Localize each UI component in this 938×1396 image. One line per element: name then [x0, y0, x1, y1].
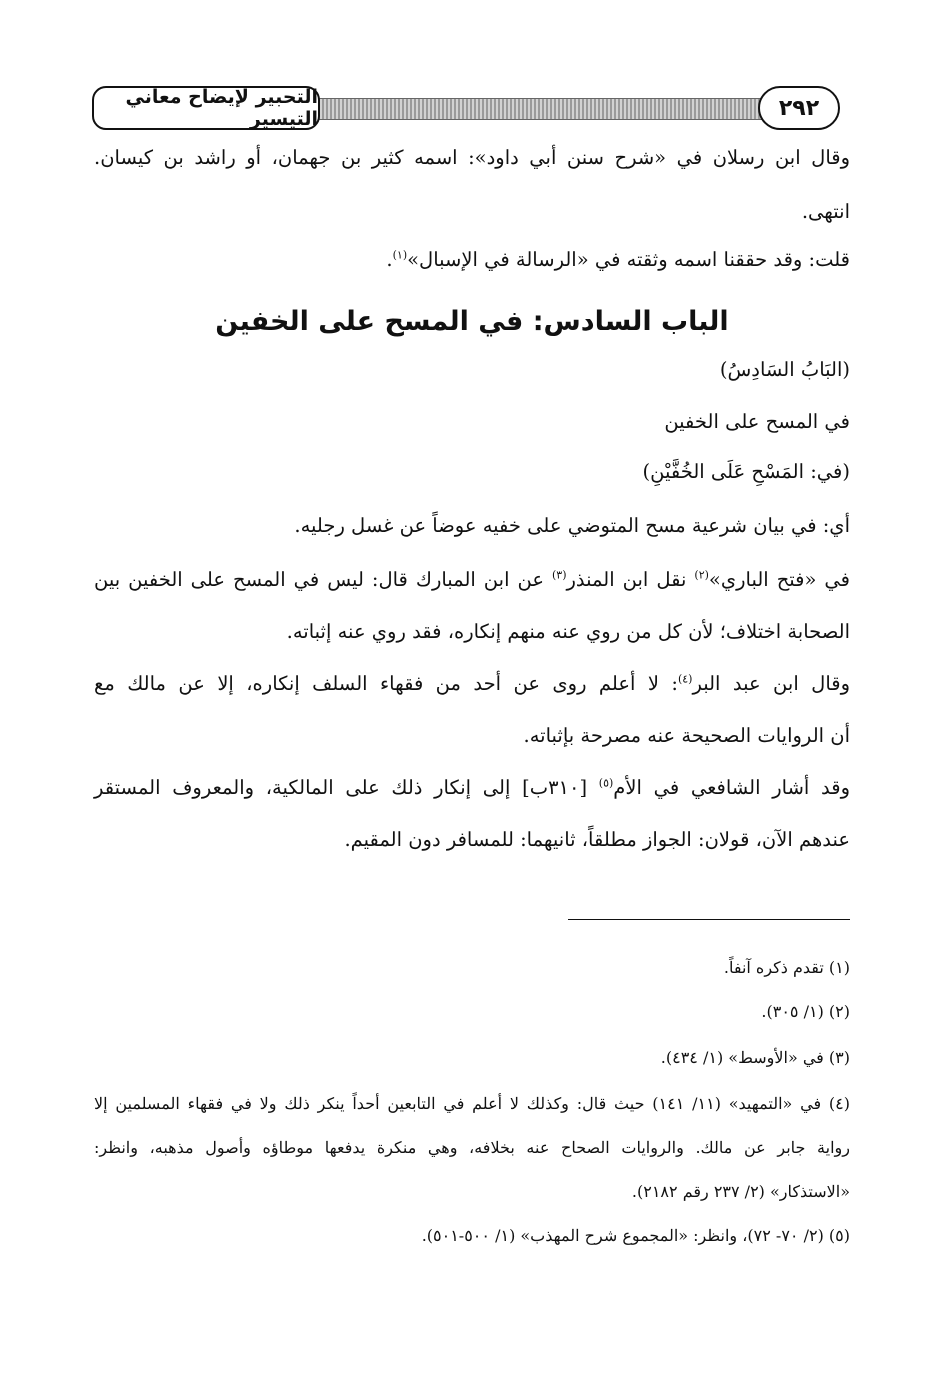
paragraph-line: انتهى. [801, 200, 850, 223]
paragraph-text: وقد أشار الشافعي في الأم [613, 776, 850, 799]
paragraph-text: نقل ابن المنذر [566, 568, 695, 591]
paragraph-line [94, 248, 850, 271]
paragraph-text: [٣١٠ب] إلى إنكار ذلك على المالكية، والمعروف المستقر [94, 776, 599, 799]
footnote-5: (٥) (٢/ ٧٠- ٧٢)، وانظر: «المجموع شرح المهذب» (١/ ٥٠٠-٥٠١). [421, 1226, 850, 1245]
paragraph-line: الصحابة اختلاف؛ لأن كل من روي عنه منهم إنكاره، فقد روي عنه إثباته. [286, 620, 850, 643]
footnote-ref: (١) [392, 248, 408, 262]
footnote-ref: (٤) [677, 672, 693, 686]
paragraph-text: قلت: وقد حققنا اسمه وثقته في «الرسالة في الإسبال» [407, 248, 850, 271]
paragraph-text: . [386, 248, 393, 271]
paragraph-line: أن الروايات الصحيحة عنه مصرحة بإثباته. [523, 724, 850, 747]
footnote-4-line: (٤) في «التمهيد» (١١/ ١٤١) حيث قال: وكذلك لا أعلم في التابعين أحداً ينكر ذلك ولا في فقهاء المسلمين إلا [94, 1094, 851, 1113]
paragraph-text: وقال ابن عبد البر [692, 672, 850, 695]
paragraph-line: أي: في بيان شرعية مسح المتوضي على خفيه عوضاً عن غسل رجليه. [294, 514, 850, 537]
footnote-4-line: رواية جابر عن مالك. والروايات الصحاح عنه بخلافه، وهي منكرة يدفعها موطاؤه وأصول مذهبه، وانظر: [94, 1138, 850, 1157]
page-number: ٢٩٢ [758, 86, 840, 130]
chapter-heading: الباب السادس: في المسح على الخفين [215, 306, 729, 337]
footnote-4-line: «الاستذكار» (٢/ ٢٣٧ رقم ٢١٨٢). [631, 1182, 850, 1201]
paragraph-line [94, 776, 850, 799]
paragraph-text: عن ابن المبارك قال: ليس في المسح على الخفين بين [94, 568, 552, 591]
footnote-1: (١) تقدم ذكره آنفاً. [723, 958, 850, 977]
page-header [92, 84, 850, 134]
paragraph-line: عندهم الآن، قولان: الجواز مطلقاً، ثانيهما: للمسافر دون المقيم. [344, 828, 850, 851]
footnote-2: (٢) (١/ ٣٠٥). [761, 1002, 850, 1021]
footnote-ref: (٥) [598, 776, 614, 790]
footnote-ref: (٣) [551, 568, 567, 582]
header-decorative-band [302, 98, 770, 120]
footnote-separator [568, 919, 850, 920]
paragraph-text: : لا أعلم روى عن أحد من فقهاء السلف إنكاره، إلا عن مالك مع [94, 672, 678, 695]
book-title: التحبير لإيضاح معاني التيسير [92, 86, 320, 130]
subtitle-voweled: (في: المَسْحِ عَلَى الخُفَّيْنِ) [642, 460, 850, 483]
bab-label: (البَابُ السَادِسُ) [719, 358, 850, 381]
footnote-3: (٣) في «الأوسط» (١/ ٤٣٤). [660, 1048, 850, 1067]
subtitle: في المسح على الخفين [664, 410, 850, 433]
paragraph-line: وقال ابن رسلان في «شرح سنن أبي داود»: اسمه كثير بن جهمان، أو راشد بن كيسان. [94, 146, 850, 169]
paragraph-text: في «فتح الباري» [708, 568, 850, 591]
paragraph-line [94, 568, 850, 591]
footnote-ref: (٢) [694, 568, 709, 582]
paragraph-line [94, 672, 850, 695]
